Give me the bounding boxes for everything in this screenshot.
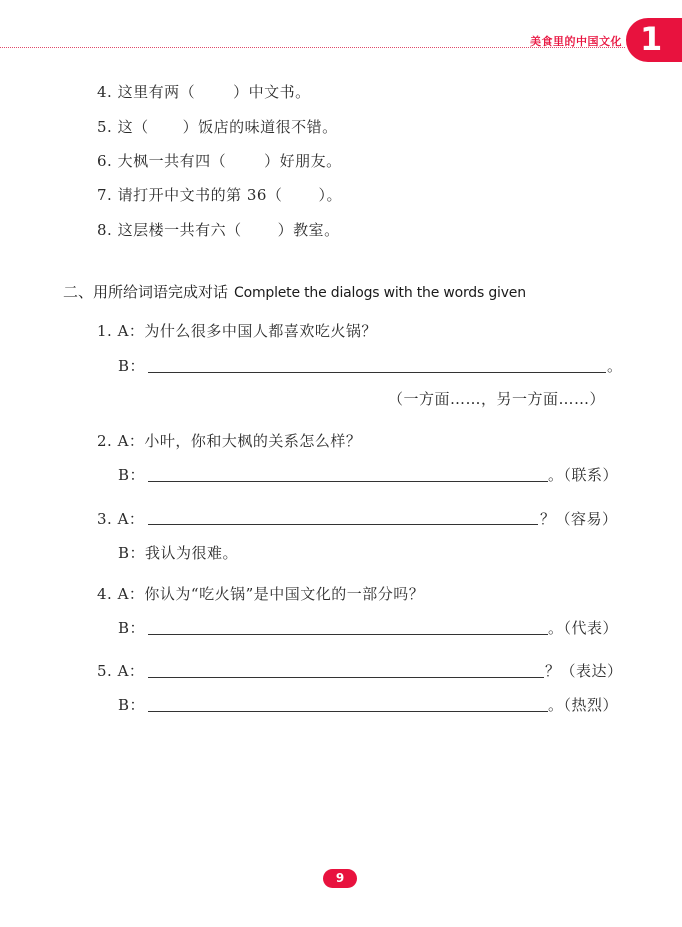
dialog-1-b-end: 。 bbox=[607, 357, 623, 375]
chapter-tab bbox=[626, 18, 682, 62]
dialog-5-b-label: B： bbox=[118, 696, 146, 714]
dialog-3-b: B：我认为很难。 bbox=[118, 544, 239, 562]
exercise-item-8: 8. 这层楼一共有六（ ）教室。 bbox=[97, 221, 340, 239]
dialog-2-b-answer-line[interactable] bbox=[148, 481, 548, 482]
dialog-1-b-answer-line[interactable] bbox=[148, 372, 606, 373]
dialog-3-a-end: ？（容易） bbox=[540, 510, 618, 528]
chapter-number: 1 bbox=[640, 20, 663, 58]
section-heading-en: Complete the dialogs with the words given bbox=[234, 285, 526, 301]
dialog-4-a: 4. A：你认为“吃火锅”是中国文化的一部分吗？ bbox=[97, 585, 425, 603]
dialog-1-hint: （一方面……，另一方面……） bbox=[388, 390, 606, 408]
exercise-item-6: 6. 大枫一共有四（ ）好朋友。 bbox=[97, 152, 342, 170]
dialog-5-a-answer-line[interactable] bbox=[148, 677, 544, 678]
dialog-3-a-label: 3. A： bbox=[97, 510, 145, 528]
section-heading bbox=[63, 281, 526, 302]
exercise-item-5: 5. 这（ ）饭店的味道很不错。 bbox=[97, 118, 338, 136]
dialog-5-b-answer-line[interactable] bbox=[148, 711, 548, 712]
dialog-1-b-label: B： bbox=[118, 357, 146, 375]
section-heading-zh: 二、用所给词语完成对话 bbox=[63, 283, 229, 301]
exercise-item-7: 7. 请打开中文书的第 36（ ）。 bbox=[97, 186, 342, 204]
dialog-2-a: 2. A：小叶，你和大枫的关系怎么样？ bbox=[97, 432, 362, 450]
dialog-5-a-end: ？（表达） bbox=[545, 662, 623, 680]
page-number: 9 bbox=[323, 869, 357, 888]
dialog-2-b-label: B： bbox=[118, 466, 146, 484]
dialog-4-b-answer-line[interactable] bbox=[148, 634, 548, 635]
dialog-3-a-answer-line[interactable] bbox=[148, 524, 538, 525]
dialog-5-a-label: 5. A： bbox=[97, 662, 145, 680]
dialog-1-a: 1. A：为什么很多中国人都喜欢吃火锅？ bbox=[97, 322, 377, 340]
dialog-5-b-end: 。（热烈） bbox=[548, 696, 619, 714]
dialog-4-b-label: B： bbox=[118, 619, 146, 637]
chapter-title: 美食里的中国文化 bbox=[530, 35, 622, 48]
dialog-4-b-end: 。（代表） bbox=[548, 619, 619, 637]
exercise-item-4: 4. 这里有两（ ）中文书。 bbox=[97, 83, 311, 101]
dialog-2-b-end: 。（联系） bbox=[548, 466, 619, 484]
